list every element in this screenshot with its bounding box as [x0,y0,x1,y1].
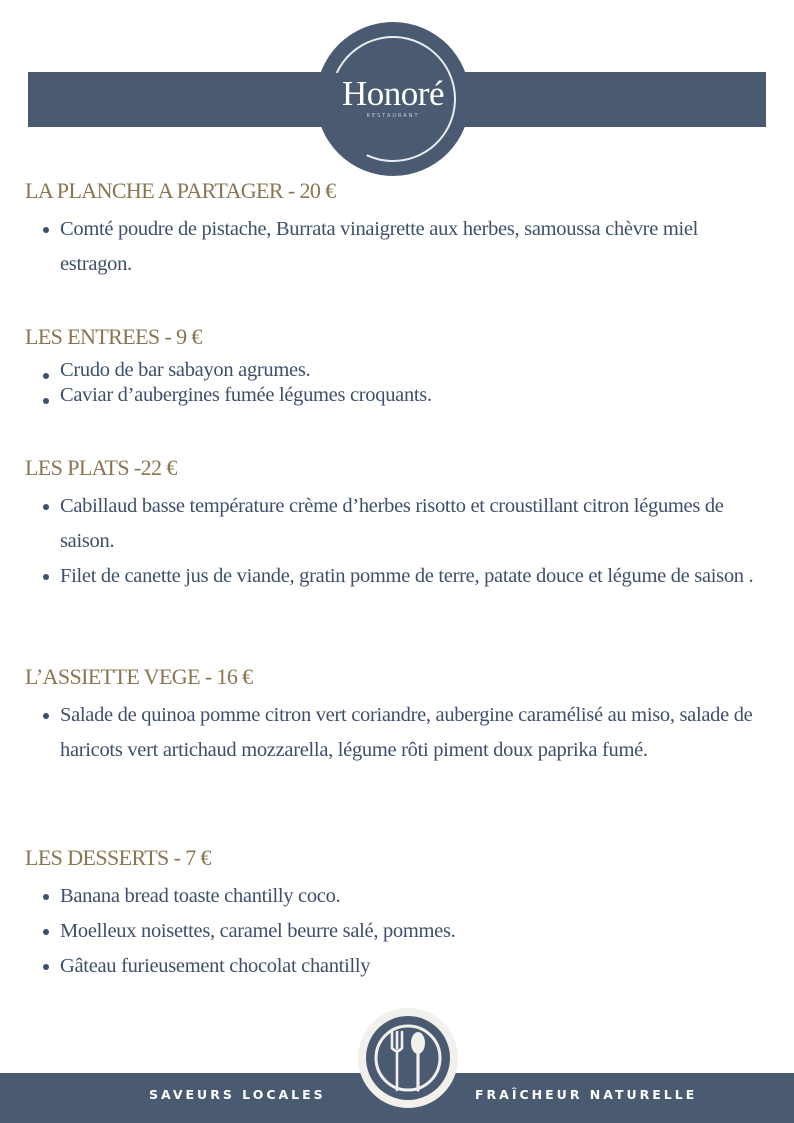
menu-item: Caviar d’aubergines fumée légumes croquants. [60,383,760,408]
footer-tagline-right: FRAÎCHEUR NATURELLE [475,1087,698,1102]
menu-item: Salade de quinoa pomme citron vert coriandre, aubergine caramélisé au miso, salade de haricots vert artichaud mozzarella, légume rôti piment doux paprika fumé. [60,698,760,768]
section-title-desserts: LES DESSERTS - 7 € [25,845,211,870]
section-list-vege [60,698,760,768]
menu-item: Crudo de bar sabayon agrumes. [60,358,760,383]
menu-item: Moelleux noisettes, caramel beurre salé, pommes. [60,914,760,949]
section-list-entrees [60,358,760,408]
section-title-planche: LA PLANCHE A PARTAGER - 20 € [25,178,336,203]
footer-tagline-left: SAVEURS LOCALES [149,1087,326,1102]
section-list-planche [60,212,760,282]
menu-item: Filet de canette jus de viande, gratin pomme de terre, patate douce et légume de saison . [60,559,760,594]
menu-item: Cabillaud basse température crème d’herbes risotto et croustillant citron légumes de saison. [60,489,760,559]
menu-item: Comté poudre de pistache, Burrata vinaigrette aux herbes, samoussa chèvre miel estragon. [60,212,760,282]
section-list-desserts [60,879,760,984]
section-list-plats [60,489,760,594]
logo-name: Honoré [342,74,444,113]
section-title-entrees: LES ENTREES - 9 € [25,324,202,349]
menu-item: Gâteau furieusement chocolat chantilly [60,949,760,984]
section-title-plats: LES PLATS -22 € [25,455,177,480]
restaurant-logo [316,22,470,176]
fork-spoon-icon [358,1008,458,1108]
section-title-vege: L’ASSIETTE VEGE - 16 € [25,664,253,689]
cutlery-logo [358,1008,458,1108]
logo-subtitle: RESTAURANT [366,113,420,119]
menu-item: Banana bread toaste chantilly coco. [60,879,760,914]
